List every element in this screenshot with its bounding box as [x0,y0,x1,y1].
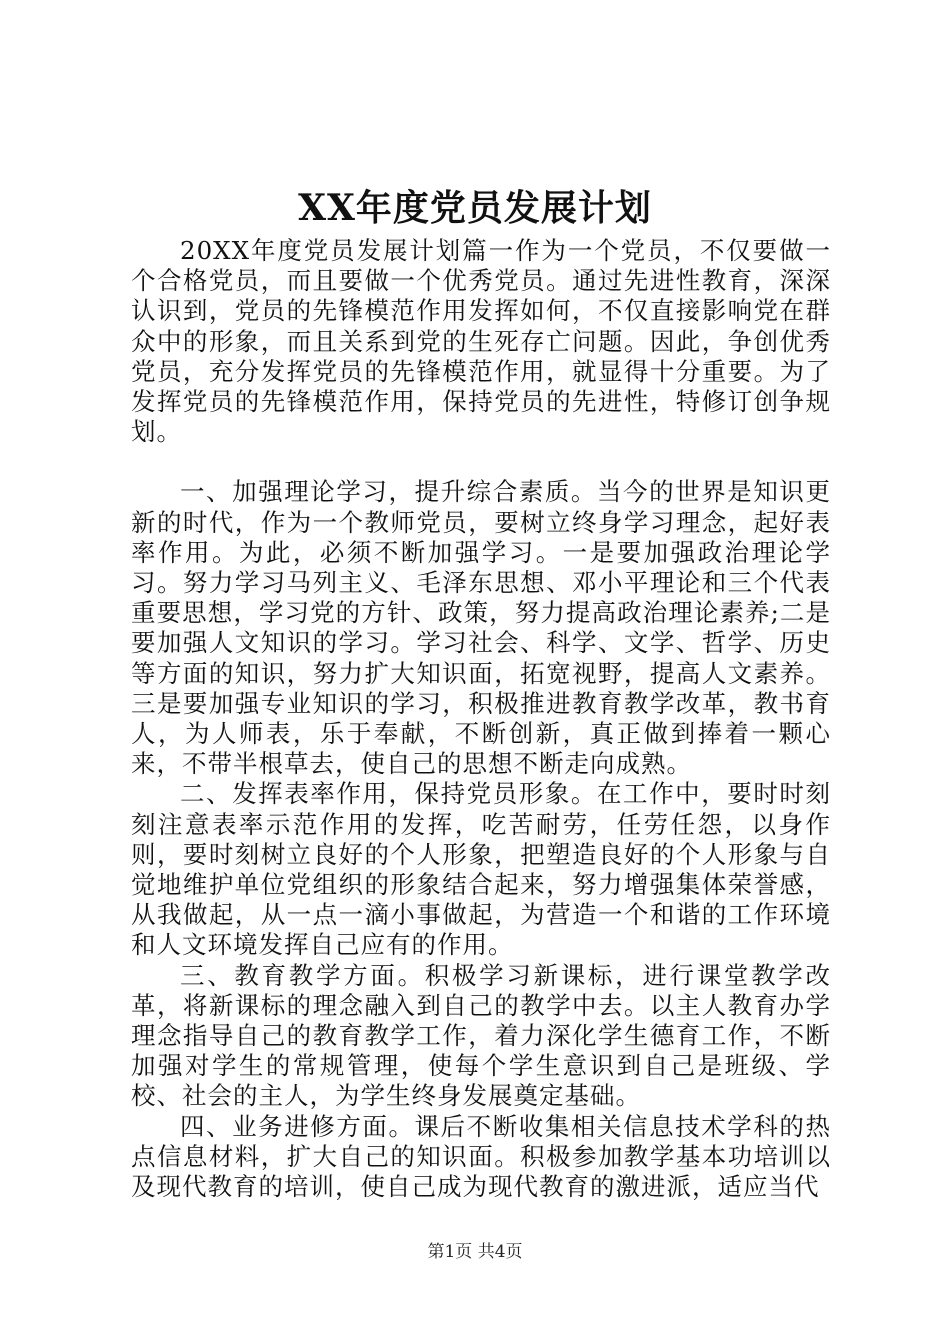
paragraph-role-model: 二、发挥表率作用，保持党员形象。在工作中，要时时刻刻注意表率示范作用的发挥，吃苦耐劳，任劳任怨，以身作则，要时刻树立良好的个人形象，把塑造良好的个人形象与自觉地维护单位党组织的形象结合起来，努力增强集体荣誉感，从我做起，从一点一滴小事做起，为营造一个和谐的工作环境和人文环境发挥自己应有的作用。 [131,779,831,960]
paragraph-professional-study: 四、业务进修方面。课后不断收集相关信息技术学科的热点信息材料，扩大自己的知识面。积极参加教学基本功培训以及现代教育的培训，使自己成为现代教育的激进派，适应当代 [131,1111,831,1202]
paragraph-teaching: 三、教育教学方面。积极学习新课标，进行课堂教学改革，将新课标的理念融入到自己的教学中去。以主人教育办学理念指导自己的教育教学工作，着力深化学生德育工作，不断加强对学生的常规管理，使每个学生意识到自己是班级、学校、社会的主人，为学生终身发展奠定基础。 [131,960,831,1111]
paragraph-gap [131,447,831,477]
document-title: XX年度党员发展计划 [298,187,652,229]
page-number-footer: 第1页 共4页 [427,1242,523,1262]
paragraph-theory-study: 一、加强理论学习，提升综合素质。当今的世界是知识更新的时代，作为一个教师党员，要树立终身学习理念，起好表率作用。为此，必须不断加强学习。一是要加强政治理论学习。努力学习马列主义、毛泽东思想、邓小平理论和三个代表重要思想，学习党的方针、政策，努力提高政治理论素养;二是要加强人文知识的学习。学习社会、科学、文学、哲学、历史等方面的知识，努力扩大知识面，拓宽视野，提高人文素养。三是要加强专业知识的学习，积极推进教育教学改革，教书育人，为人师表，乐于奉献，不断创新，真正做到捧着一颗心来，不带半根草去，使自己的思想不断走向成熟。 [131,477,831,779]
paragraph-intro: 20XX年度党员发展计划篇一作为一个党员，不仅要做一个合格党员，而且要做一个优秀党员。通过先进性教育，深深认识到，党员的先锋模范作用发挥如何，不仅直接影响党在群众中的形象，而且关系到党的生死存亡问题。因此，争创优秀党员，充分发挥党员的先锋模范作用，就显得十分重要。为了发挥党员的先锋模范作用，保持党员的先进性，特修订创争规划。 [131,236,831,447]
document-body [131,236,831,1202]
